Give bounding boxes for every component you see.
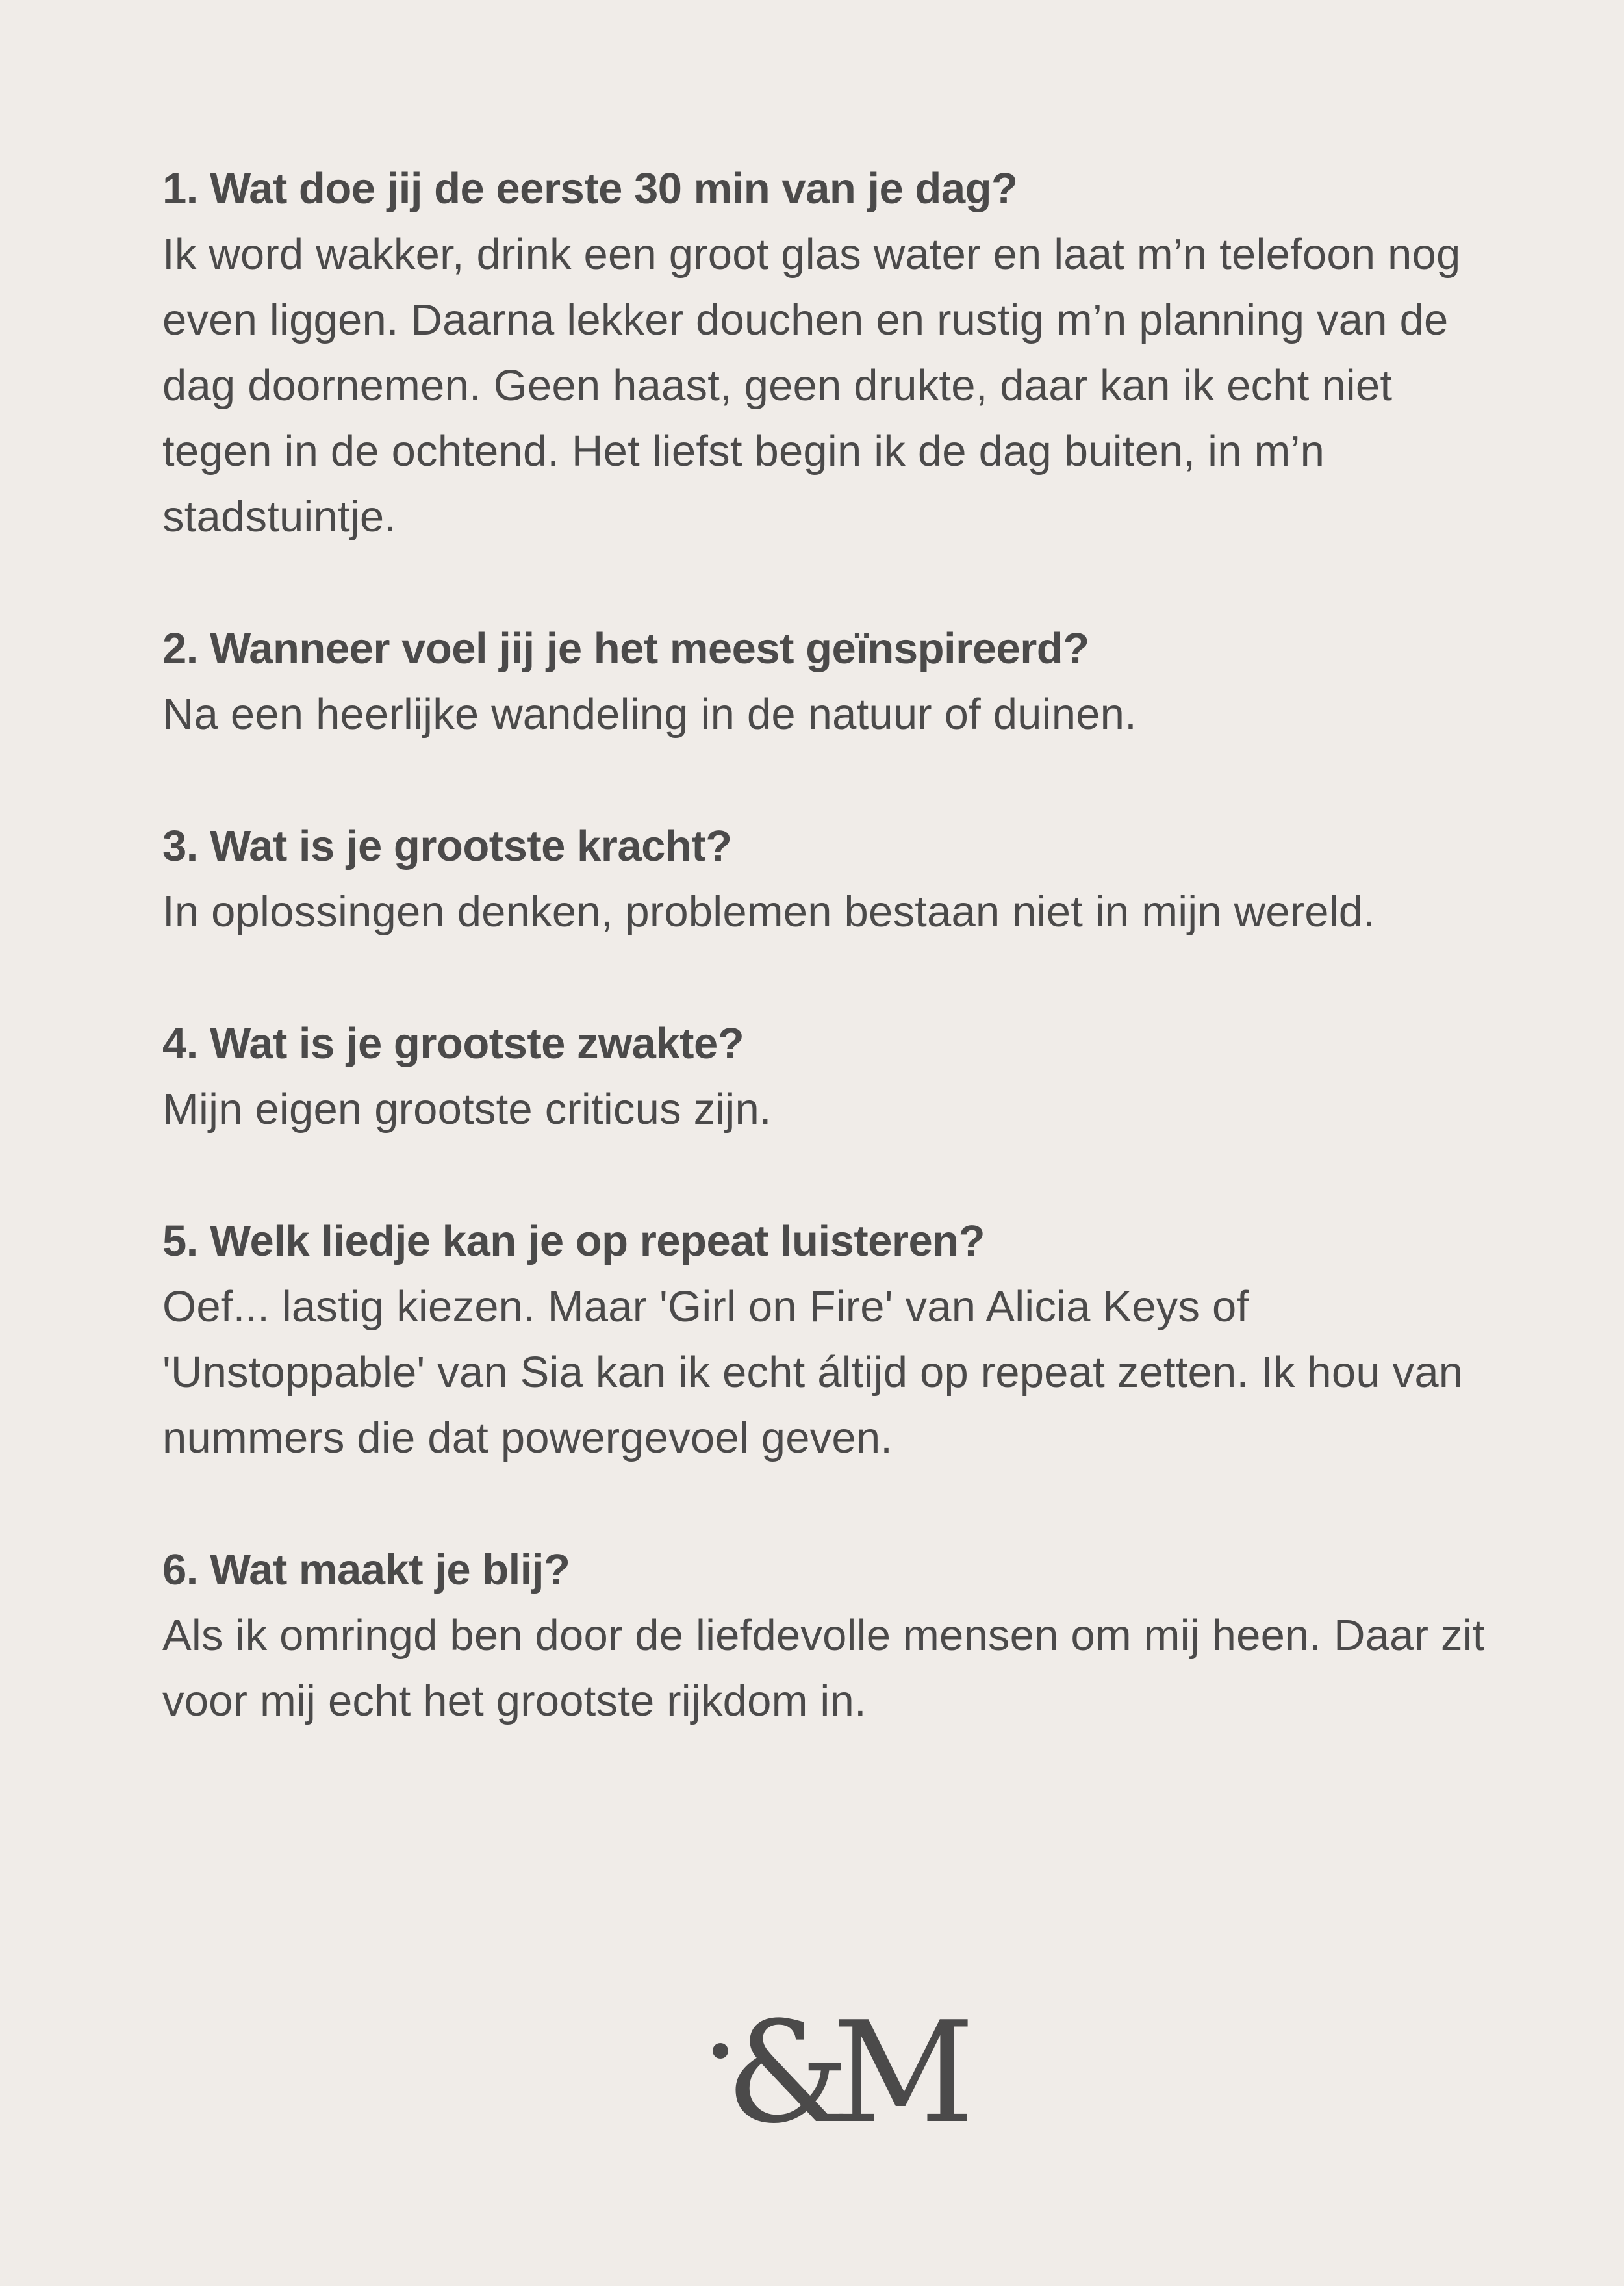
question-heading: 3. Wat is je grootste kracht? xyxy=(162,822,732,870)
answer-text: Als ik omringd ben door de liefdevolle mensen om mij heen. Daar zit voor mij echt het grootste rijkdom in. xyxy=(162,1611,1485,1725)
question-heading: 5. Welk liedje kan je op repeat luisteren? xyxy=(162,1217,985,1265)
qa-item-5 xyxy=(162,1208,1488,1471)
qa-item-1 xyxy=(162,156,1488,550)
qa-item-2 xyxy=(162,616,1488,747)
brand-logo-mark xyxy=(711,1991,957,2154)
qa-list xyxy=(162,156,1488,1800)
question-heading: 2. Wanneer voel jij je het meest geïnspireerd? xyxy=(162,624,1089,673)
qa-item-4 xyxy=(162,1011,1488,1142)
question-heading: 6. Wat maakt je blij? xyxy=(162,1545,570,1594)
svg-text:&M: &M xyxy=(726,1991,957,2154)
answer-text: Mijn eigen grootste criticus zijn. xyxy=(162,1085,772,1134)
brand-logo xyxy=(711,1991,957,2154)
qa-item-3 xyxy=(162,813,1488,945)
answer-text: Ik word wakker, drink een groot glas water en laat m’n telefoon nog even liggen. Daarna lekker douchen en rustig m’n planning van de dag doornemen. Geen haast, geen drukte, daar kan ik echt niet tegen in de ochtend. Het liefst begin ik de dag buiten, in m’n stadstuintje. xyxy=(162,230,1461,541)
qa-item-6 xyxy=(162,1537,1488,1734)
question-heading: 1. Wat doe jij de eerste 30 min van je dag? xyxy=(162,164,1018,213)
answer-text: In oplossingen denken, problemen bestaan niet in mijn wereld. xyxy=(162,887,1376,936)
question-heading: 4. Wat is je grootste zwakte? xyxy=(162,1019,744,1068)
answer-text: Na een heerlijke wandeling in de natuur of duinen. xyxy=(162,690,1137,739)
answer-text: Oef... lastig kiezen. Maar 'Girl on Fire' van Alicia Keys of 'Unstoppable' van Sia kan ik echt áltijd op repeat zetten. Ik hou van nummers die dat powergevoel geven. xyxy=(162,1282,1464,1462)
